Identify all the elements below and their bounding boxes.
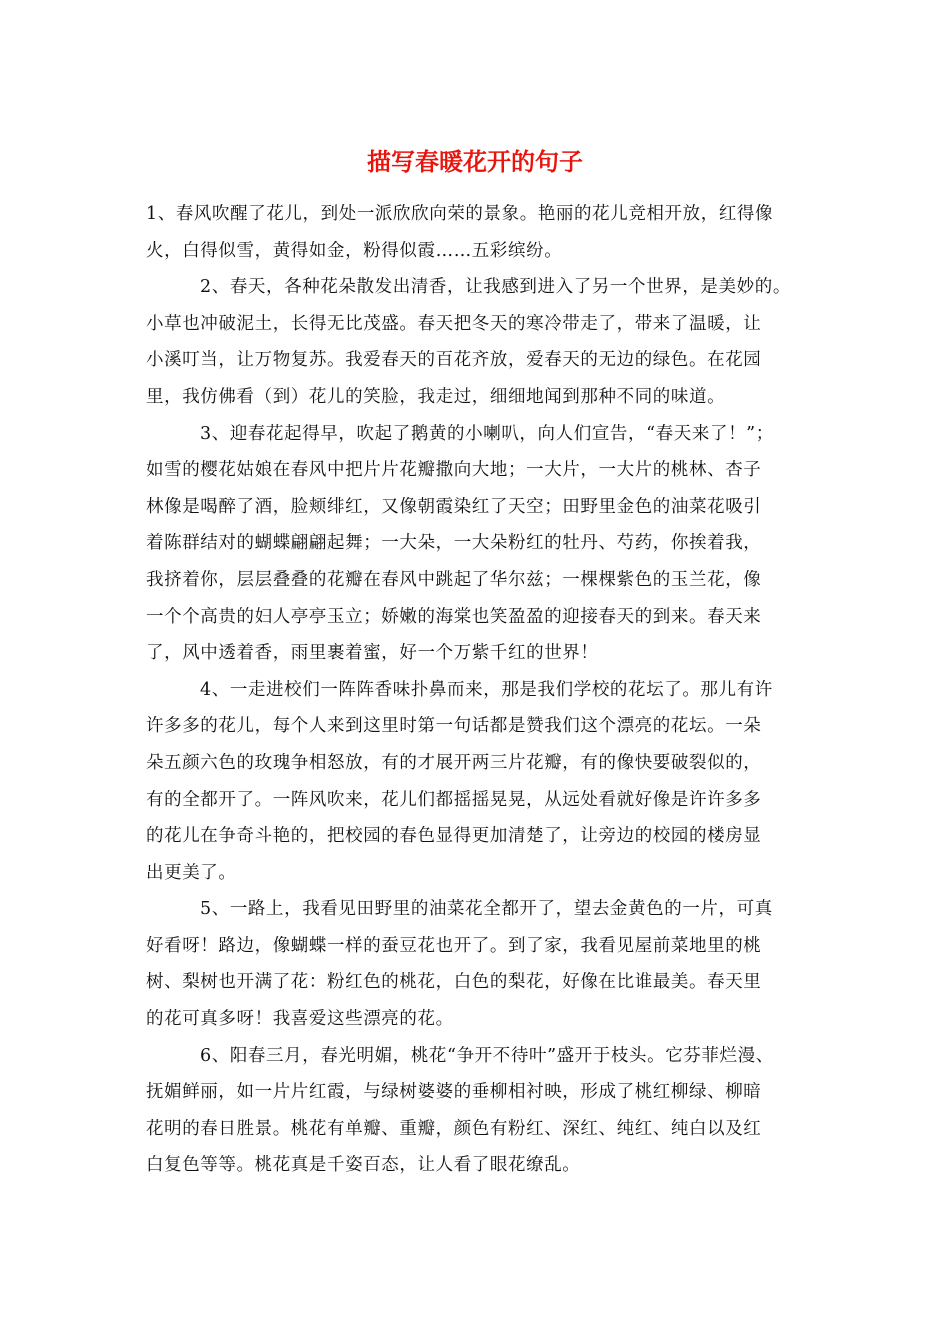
text-line: 1、春风吹醒了花儿，到处一派欣欣向荣的景象。艳丽的花儿竞相开放，红得像 (146, 204, 774, 224)
text-line: 3、迎春花起得早，吹起了鹅黄的小喇叭，向人们宣告，“春天来了！”； (200, 423, 774, 444)
text-line: 我挤着你，层层叠叠的花瓣在春风中跳起了华尔兹；一棵棵紫色的玉兰花，像 (146, 569, 762, 590)
text-line: 抚媚鲜丽，如一片片红霞，与绿树婆婆的垂柳相衬映，形成了桃红柳绿、柳暗 (146, 1082, 762, 1103)
text-line: 火，白得似雪，黄得如金，粉得似霞……五彩缤纷。 (146, 240, 563, 261)
text-line: 如雪的樱花姑娘在春风中把片片花瓣撒向大地；一大片，一大片的桃林、杏子 (146, 460, 762, 481)
text-line: 6、阳春三月，春光明媚，桃花“争开不待叶”盛开于枝头。它芬菲烂漫、 (200, 1045, 774, 1066)
text-line: 的花可真多呀！我喜爱这些漂亮的花。 (146, 1009, 454, 1030)
text-line: 白复色等等。桃花真是千姿百态，让人看了眼花缭乱。 (146, 1155, 581, 1176)
text-line: 许多多的花儿，每个人来到这里时第一句话都是赞我们这个漂亮的花坛。一朵 (146, 716, 762, 737)
text-line: 有的全都开了。一阵风吹来，花儿们都摇摇晃晃，从远处看就好像是许许多多 (146, 789, 762, 810)
text-line: 着陈群结对的蝴蝶翩翩起舞；一大朵，一大朵粉红的牡丹、芍药，你挨着我， (146, 533, 762, 554)
text-line: 好看呀！路边，像蝴蝶一样的蚕豆花也开了。到了家，我看见屋前菜地里的桃 (146, 935, 762, 956)
text-line: 出更美了。 (146, 862, 237, 883)
text-line: 树、梨树也开满了花：粉红色的桃花，白色的梨花，好像在比谁最美。春天里 (146, 972, 762, 993)
text-line: 了，风中透着香，雨里裹着蜜，好一个万紫千红的世界！ (146, 643, 599, 664)
text-line: 5、一路上，我看见田野里的油菜花全都开了，望去金黄色的一片，可真 (200, 899, 773, 920)
text-line: 小溪叮当，让万物复苏。我爱春天的百花齐放，爱春天的无边的绿色。在花园 (146, 350, 762, 371)
text-line: 一个个高贵的妇人亭亭玉立；娇嫩的海棠也笑盈盈的迎接春天的到来。春天来 (146, 606, 762, 627)
document-body (146, 196, 821, 1184)
text-line: 花明的春日胜景。桃花有单瓣、重瓣，颜色有粉红、深红、纯红、纯白以及红 (146, 1118, 762, 1139)
text-line: 小草也冲破泥土，长得无比茂盛。春天把冬天的寒冷带走了，带来了温暖，让 (146, 313, 762, 334)
page-title: 描写春暖花开的句子 (367, 147, 583, 176)
text-line: 林像是喝醉了酒，脸颊绯红，又像朝霞染红了天空；田野里金色的油菜花吸引 (146, 496, 762, 517)
text-line: 4、一走进校们一阵阵香味扑鼻而来，那是我们学校的花坛了。那儿有许 (200, 679, 773, 700)
text-line: 的花儿在争奇斗艳的，把校园的春色显得更加清楚了，让旁边的校园的楼房显 (146, 826, 762, 847)
text-line: 2、春天，各种花朵散发出清香，让我感到进入了另一个世界，是美妙的。 (200, 277, 791, 298)
text-line: 朵五颜六色的玫瑰争相怒放，有的才展开两三片花瓣，有的像快要破裂似的， (146, 752, 762, 773)
text-line: 里，我仿佛看（到）花儿的笑脸，我走过，细细地闻到那种不同的味道。 (146, 386, 726, 407)
